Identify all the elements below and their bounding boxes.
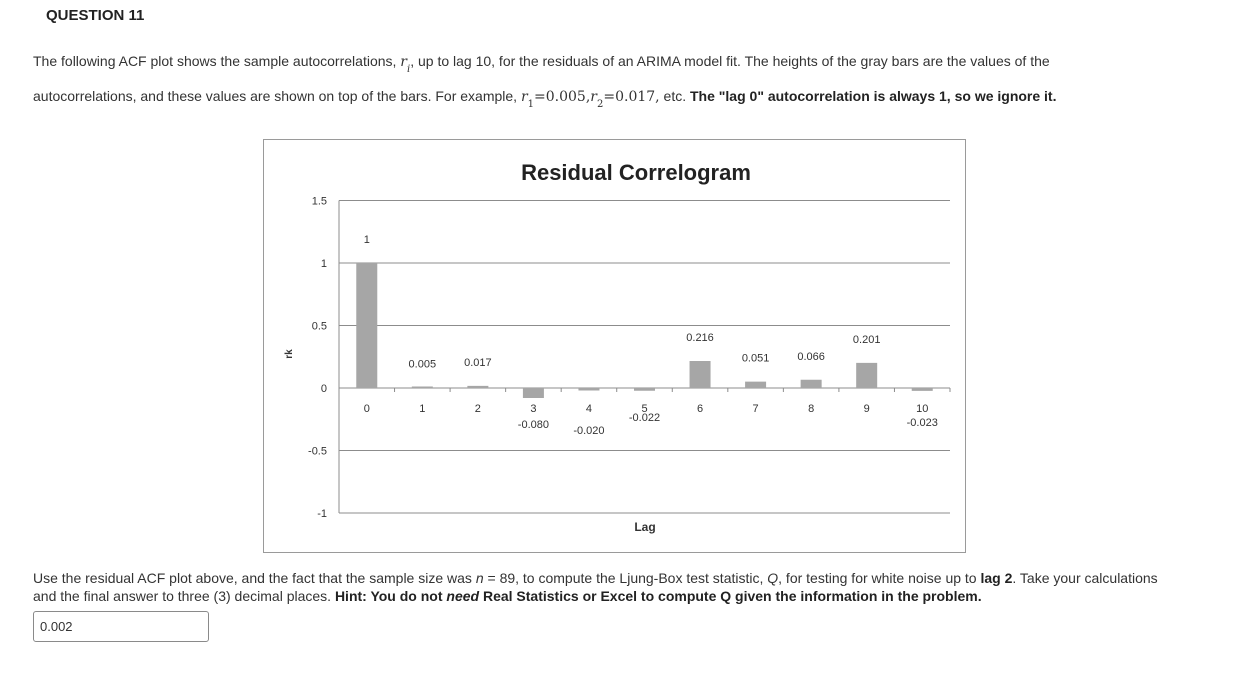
x-tick-label: 5 <box>641 403 648 415</box>
data-label: 0.201 <box>852 333 881 346</box>
data-label: 0.017 <box>464 356 492 369</box>
y-tick-label: -0.5 <box>308 445 327 458</box>
data-label: -0.020 <box>573 425 605 437</box>
bar-lag-6 <box>690 361 711 388</box>
y-tick-label: 1.5 <box>311 195 327 208</box>
x-tick-label: 3 <box>530 403 537 415</box>
x-tick-label: 9 <box>863 403 870 415</box>
y-tick-label: 1 <box>320 258 327 270</box>
data-label: -0.080 <box>517 419 550 431</box>
bar-lag-0 <box>356 263 377 388</box>
bar-lag-10 <box>912 388 933 391</box>
x-axis-label: Lag <box>634 520 656 534</box>
y-axis-label: rk <box>284 349 295 359</box>
y-tick-label: 0 <box>320 383 327 395</box>
data-label: 0.066 <box>797 350 825 363</box>
x-tick-label: 1 <box>419 403 426 415</box>
question-paragraph-1: The following ACF plot shows the sample autocorrelations, $r_i$, up to lag 10, for the residuals of an ARIMA model fit. The heights of the gray bars are the values of the <box>33 53 1050 75</box>
bar-lag-5 <box>634 388 655 391</box>
answer-input[interactable] <box>33 611 209 642</box>
chart-svg <box>264 140 965 552</box>
x-tick-label: 6 <box>696 403 704 415</box>
bar-lag-1 <box>412 387 433 389</box>
data-label: -0.023 <box>906 417 938 429</box>
question-paragraph-3: Use the residual ACF plot above, and the fact that the sample size was n = 89, to compute the Ljung-Box test statistic, Q, for testing for white noise up to lag 2. Take your calculations and the final answer to three (3) decimal places. Hint: You do not need Real Statistics or Excel to compute Q given the information in the problem. <box>33 570 1158 604</box>
x-tick-label: 2 <box>474 403 481 415</box>
x-tick-label: 4 <box>585 403 593 415</box>
bar-lag-7 <box>745 382 766 388</box>
bar-lag-9 <box>856 363 877 388</box>
question-paragraph-2: autocorrelations, and these values are shown on top of the bars. For example, $r_1=0.005,r_2=0.017$, etc. The "lag 0" autocorrelation is always 1, so we ignore it. <box>33 88 1057 110</box>
data-label: -0.022 <box>628 412 661 424</box>
x-tick-label: 8 <box>808 403 815 415</box>
data-label: 0.005 <box>408 358 437 371</box>
data-label: 0.216 <box>686 332 714 344</box>
x-tick-label: 0 <box>363 403 370 415</box>
bar-lag-2 <box>467 386 488 388</box>
data-label: 1 <box>363 234 370 246</box>
chart-title: Residual Correlogram <box>521 160 751 185</box>
y-tick-label: 0.5 <box>311 320 327 333</box>
bar-lag-4 <box>578 388 599 391</box>
residual-correlogram-chart <box>263 139 966 553</box>
x-tick-label: 7 <box>752 403 759 415</box>
bar-lag-3 <box>523 388 544 398</box>
x-tick-label: 10 <box>916 403 929 415</box>
data-label: 0.051 <box>741 352 770 365</box>
question-title: QUESTION 11 <box>46 7 145 24</box>
bar-lag-8 <box>801 380 822 388</box>
y-tick-label: -1 <box>317 508 327 520</box>
